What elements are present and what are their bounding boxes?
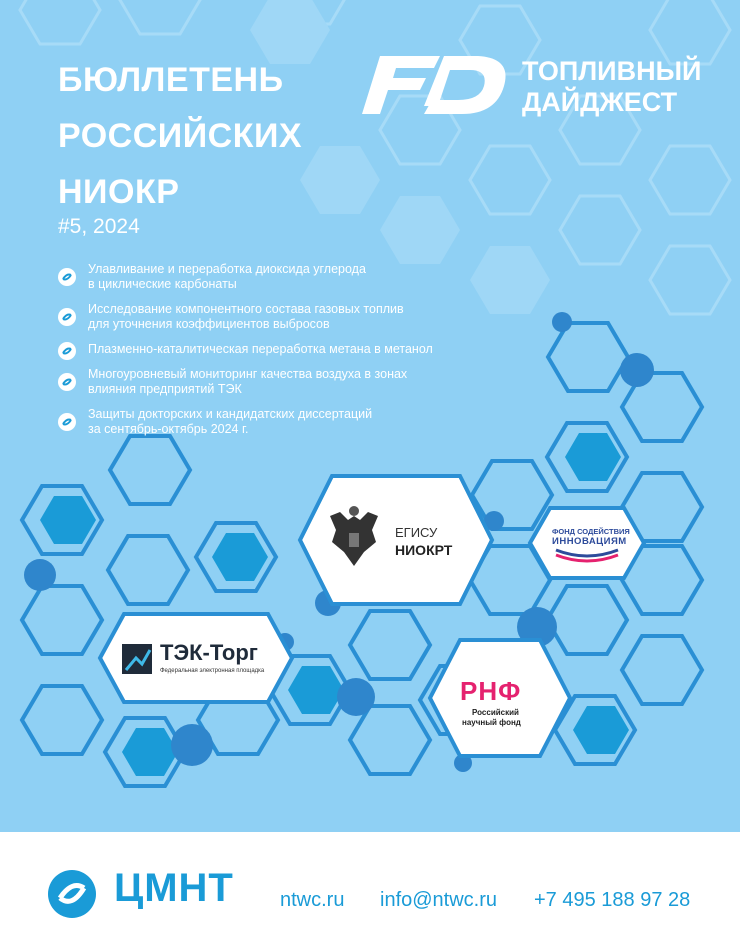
brand-name xyxy=(522,56,701,118)
topic-line: в циклические карбонаты xyxy=(88,277,237,291)
egisu-label: ЕГИСУ xyxy=(395,525,438,540)
cmnt-logo-icon xyxy=(48,870,96,918)
title-line: БЮЛЛЕТЕНЬ xyxy=(58,61,284,99)
phone-number[interactable]: +7 495 188 97 28 xyxy=(534,889,691,911)
site-link[interactable]: ntwc.ru xyxy=(280,889,345,911)
topic-line: Исследование компонентного состава газовых топлив xyxy=(88,302,404,316)
org-name: ЦМНТ xyxy=(114,866,234,910)
footer xyxy=(0,832,740,947)
bullet-logo-icon xyxy=(58,373,76,391)
brand-line: ТОПЛИВНЫЙ xyxy=(522,56,702,86)
tek-torg-subtitle: Федеральная электронная площадка xyxy=(160,668,265,674)
email-link[interactable]: info@ntwc.ru xyxy=(380,889,498,911)
topic-line: Защиты докторских и кандидатских диссертаций xyxy=(88,407,373,421)
bullet-logo-icon xyxy=(58,342,76,360)
fund-label: ФОНД СОДЕЙСТВИЯ xyxy=(552,527,630,536)
egisu-niokrt-label: НИОКРТ xyxy=(395,542,453,558)
issue-number: #5, 2024 xyxy=(58,215,140,238)
tek-torg-icon xyxy=(122,644,152,674)
rnf-subtitle-line: Российский xyxy=(472,708,519,717)
fd-logo-icon xyxy=(362,52,512,122)
topic-line: за сентябрь-октябрь 2024 г. xyxy=(88,422,249,436)
fund-innovation-label: ИННОВАЦИЯМ xyxy=(552,536,627,547)
bulletin-title xyxy=(58,52,302,220)
topic-line: Плазменно-каталитическая переработка метана в метанол xyxy=(88,342,433,356)
topic-line: влияния предприятий ТЭК xyxy=(88,382,242,396)
topic-item xyxy=(58,342,528,357)
brand-line: ДАЙДЖЕСТ xyxy=(522,87,678,117)
rnf-subtitle-line: научный фонд xyxy=(462,718,521,727)
topic-line: Многоуровневый мониторинг качества воздуха в зонах xyxy=(88,367,408,381)
topics-list xyxy=(58,262,528,447)
bullet-logo-icon xyxy=(58,268,76,286)
title-line: РОССИЙСКИХ xyxy=(58,117,303,155)
bullet-logo-icon xyxy=(58,308,76,326)
title-line: НИОКР xyxy=(58,173,180,211)
topic-item xyxy=(58,302,528,332)
topic-item xyxy=(58,367,528,397)
topic-item xyxy=(58,262,528,292)
rnf-name: РНФ xyxy=(460,676,522,706)
topic-line: Улавливание и переработка диоксида углерода xyxy=(88,262,366,276)
bullet-logo-icon xyxy=(58,413,76,431)
tek-torg-name: ТЭК-Торг xyxy=(160,640,258,665)
topic-line: для уточнения коэффициентов выбросов xyxy=(88,317,330,331)
topic-item xyxy=(58,407,528,437)
